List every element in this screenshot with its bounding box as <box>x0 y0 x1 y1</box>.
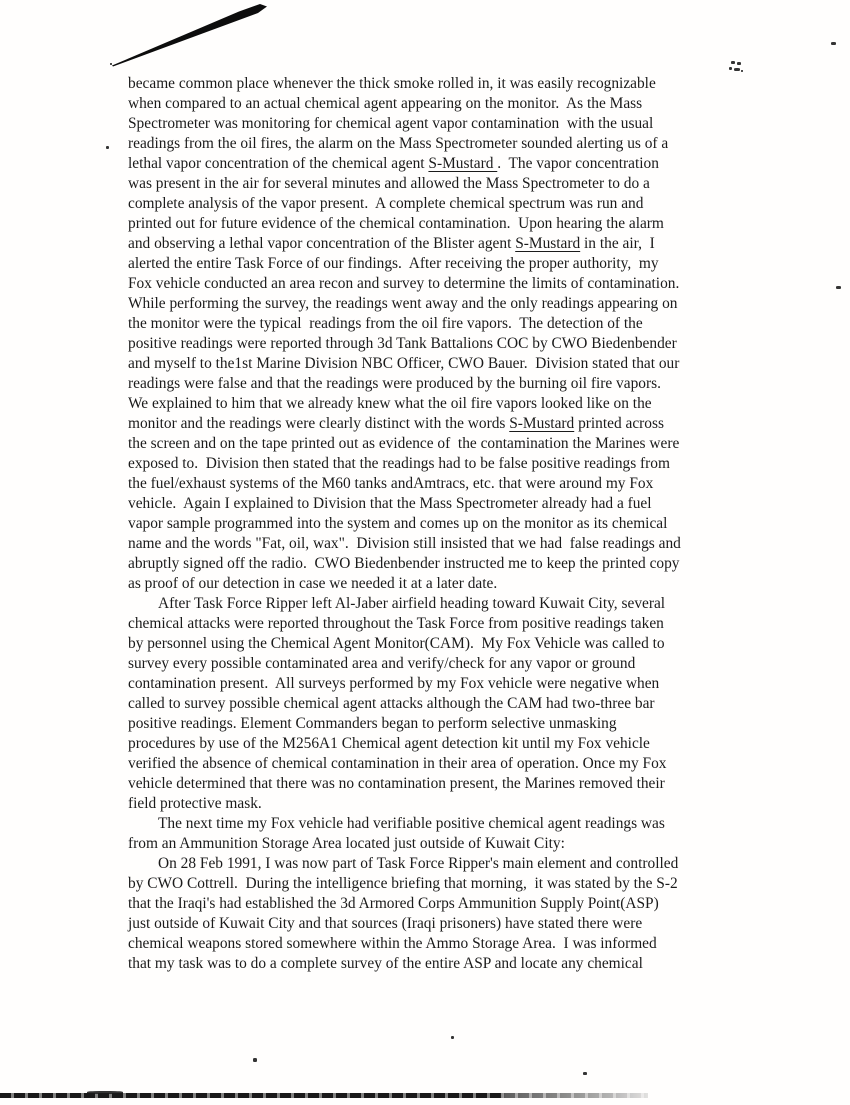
text-segment: name and the words "Fat, oil, wax". Division still insisted that we had false readings and <box>128 535 681 552</box>
text-line <box>128 954 768 974</box>
text-segment: exposed to. Division then stated that the readings had to be false positive readings from <box>128 455 670 472</box>
text-line <box>128 194 768 214</box>
text-line <box>128 254 768 274</box>
text-line <box>128 534 768 554</box>
text-segment: that my task was to do a complete survey of the entire ASP and locate any chemical <box>128 955 643 972</box>
text-line <box>128 514 768 534</box>
scan-speck <box>831 42 836 45</box>
underlined-text: S-Mustard <box>509 415 575 432</box>
text-line <box>128 474 768 494</box>
text-segment: the fuel/exhaust systems of the M60 tanks andAmtracs, etc. that were around my Fox <box>128 475 654 492</box>
text-line <box>128 814 768 834</box>
text-segment: the screen and on the tape printed out as evidence of the contamination the Marines were <box>128 435 680 452</box>
text-line <box>128 674 768 694</box>
text-segment: printed across <box>574 415 664 432</box>
text-line <box>128 754 768 774</box>
scan-speck <box>737 62 741 65</box>
text-segment: from an Ammunition Storage Area located just outside of Kuwait City: <box>128 835 565 852</box>
text-line <box>128 854 768 874</box>
text-line <box>128 274 768 294</box>
scan-speck <box>451 1036 454 1039</box>
text-segment: While performing the survey, the readings went away and the only readings appearing on <box>128 295 678 312</box>
text-line <box>128 614 768 634</box>
text-line <box>128 154 768 174</box>
text-segment: and observing a lethal vapor concentration of the Blister agent <box>128 235 516 252</box>
text-line <box>128 374 768 394</box>
text-segment: vapor sample programmed into the system and comes up on the monitor as its chemical <box>128 515 668 532</box>
text-segment: readings from the oil fires, the alarm on the Mass Spectrometer sounded alerting us of a <box>128 135 669 152</box>
pen-stroke-shape <box>112 4 267 67</box>
text-line <box>128 654 768 674</box>
text-segment: just outside of Kuwait City and that sources (Iraqi prisoners) have stated there were <box>128 915 643 932</box>
paragraph <box>128 594 768 814</box>
text-segment: vehicle. Again I explained to Division that the Mass Spectrometer already had a fuel <box>128 495 652 512</box>
text-line <box>128 634 768 654</box>
text-segment: that the Iraqi's had established the 3d Armored Corps Ammunition Supply Point(ASP) <box>128 895 659 912</box>
underlined-text: S-Mustard <box>428 155 498 172</box>
text-line <box>128 834 768 854</box>
text-line <box>128 734 768 754</box>
text-line <box>128 574 768 594</box>
text-line <box>128 794 768 814</box>
scan-speck <box>731 61 735 64</box>
text-segment: chemical attacks were reported throughout the Task Force from positive readings taken <box>128 615 664 632</box>
text-segment: survey every possible contaminated area and verify/check for any vapor or ground <box>128 655 636 672</box>
text-segment: and myself to the1st Marine Division NBC Officer, CWO Bauer. Division stated that our <box>128 355 680 372</box>
text-segment: After Task Force Ripper left Al-Jaber airfield heading toward Kuwait City, several <box>158 595 666 612</box>
text-line <box>128 714 768 734</box>
text-segment: complete analysis of the vapor present. A complete chemical spectrum was run and <box>128 195 644 212</box>
text-segment: by personnel using the Chemical Agent Monitor(CAM). My Fox Vehicle was called to <box>128 635 665 652</box>
text-line <box>128 874 768 894</box>
document-body <box>128 74 768 974</box>
text-line <box>128 894 768 914</box>
scan-speck <box>583 1072 587 1075</box>
text-line <box>128 414 768 434</box>
text-segment: monitor and the readings were clearly distinct with the words <box>128 415 510 432</box>
text-line <box>128 694 768 714</box>
text-segment: Fox vehicle conducted an area recon and survey to determine the limits of contamination. <box>128 275 680 292</box>
scan-speck <box>253 1058 257 1062</box>
text-segment: was present in the air for several minutes and allowed the Mass Spectrometer to do a <box>128 175 650 192</box>
text-segment: when compared to an actual chemical agent appearing on the monitor. As the Mass <box>128 95 643 112</box>
underlined-text: S-Mustard <box>515 235 581 252</box>
text-segment: as proof of our detection in case we needed it at a later date. <box>128 575 498 592</box>
text-line <box>128 234 768 254</box>
text-segment: alerted the entire Task Force of our findings. After receiving the proper authority, my <box>128 255 659 272</box>
scan-speck <box>734 68 740 71</box>
text-segment: We explained to him that we already knew what the oil fire vapors looked like on the <box>128 395 652 412</box>
paragraph <box>128 814 768 854</box>
text-line <box>128 94 768 114</box>
text-line <box>128 914 768 934</box>
text-segment: positive readings. Element Commanders began to perform selective unmasking <box>128 715 617 732</box>
text-segment: the monitor were the typical readings from the oil fire vapors. The detection of the <box>128 315 643 332</box>
scan-edge-bar <box>0 1093 648 1098</box>
text-line <box>128 554 768 574</box>
scan-speck <box>741 70 743 72</box>
text-segment: vehicle determined that there was no contamination present, the Marines removed their <box>128 775 665 792</box>
text-line <box>128 394 768 414</box>
text-line <box>128 354 768 374</box>
text-line <box>128 174 768 194</box>
scan-speck <box>729 67 732 70</box>
text-segment: . The vapor concentration <box>497 155 659 172</box>
text-segment: field protective mask. <box>128 795 262 812</box>
text-line <box>128 74 768 94</box>
text-line <box>128 434 768 454</box>
text-segment: by CWO Cottrell. During the intelligence briefing that morning, it was stated by the S-2 <box>128 875 678 892</box>
text-segment: readings were false and that the readings were produced by the burning oil fire vapors. <box>128 375 661 392</box>
text-segment: in the air, I <box>580 235 655 252</box>
text-line <box>128 454 768 474</box>
text-segment: The next time my Fox vehicle had verifiable positive chemical agent readings was <box>158 815 665 832</box>
pen-stroke-mark <box>90 0 290 75</box>
text-line <box>128 594 768 614</box>
text-segment: positive readings were reported through 3d Tank Battalions COC by CWO Biedenbender <box>128 335 677 352</box>
text-line <box>128 934 768 954</box>
text-line <box>128 294 768 314</box>
text-segment: contamination present. All surveys performed by my Fox vehicle were negative when <box>128 675 660 692</box>
text-segment: printed out for future evidence of the chemical contamination. Upon hearing the alarm <box>128 215 664 232</box>
scan-speck <box>106 146 109 149</box>
paragraph <box>128 854 768 974</box>
text-line <box>128 494 768 514</box>
text-line <box>128 134 768 154</box>
scan-speck <box>836 286 841 289</box>
text-line <box>128 334 768 354</box>
text-line <box>128 314 768 334</box>
text-segment: On 28 Feb 1991, I was now part of Task Force Ripper's main element and controlled <box>158 855 679 872</box>
text-segment: Spectrometer was monitoring for chemical agent vapor contamination with the usual <box>128 115 654 132</box>
text-line <box>128 214 768 234</box>
text-line <box>128 114 768 134</box>
scan-speck <box>110 63 112 65</box>
paragraph <box>128 74 768 594</box>
text-segment: chemical weapons stored somewhere within the Ammo Storage Area. I was informed <box>128 935 657 952</box>
text-segment: procedures by use of the M256A1 Chemical agent detection kit until my Fox vehicle <box>128 735 650 752</box>
text-segment: became common place whenever the thick smoke rolled in, it was easily recognizable <box>128 75 656 92</box>
text-segment: verified the absence of chemical contamination in their area of operation. Once my Fox <box>128 755 667 772</box>
text-segment: lethal vapor concentration of the chemical agent <box>128 155 429 172</box>
text-segment: abruptly signed off the radio. CWO Biedenbender instructed me to keep the printed copy <box>128 555 680 572</box>
text-line <box>128 774 768 794</box>
text-segment: called to survey possible chemical agent attacks although the CAM had two-three bar <box>128 695 655 712</box>
